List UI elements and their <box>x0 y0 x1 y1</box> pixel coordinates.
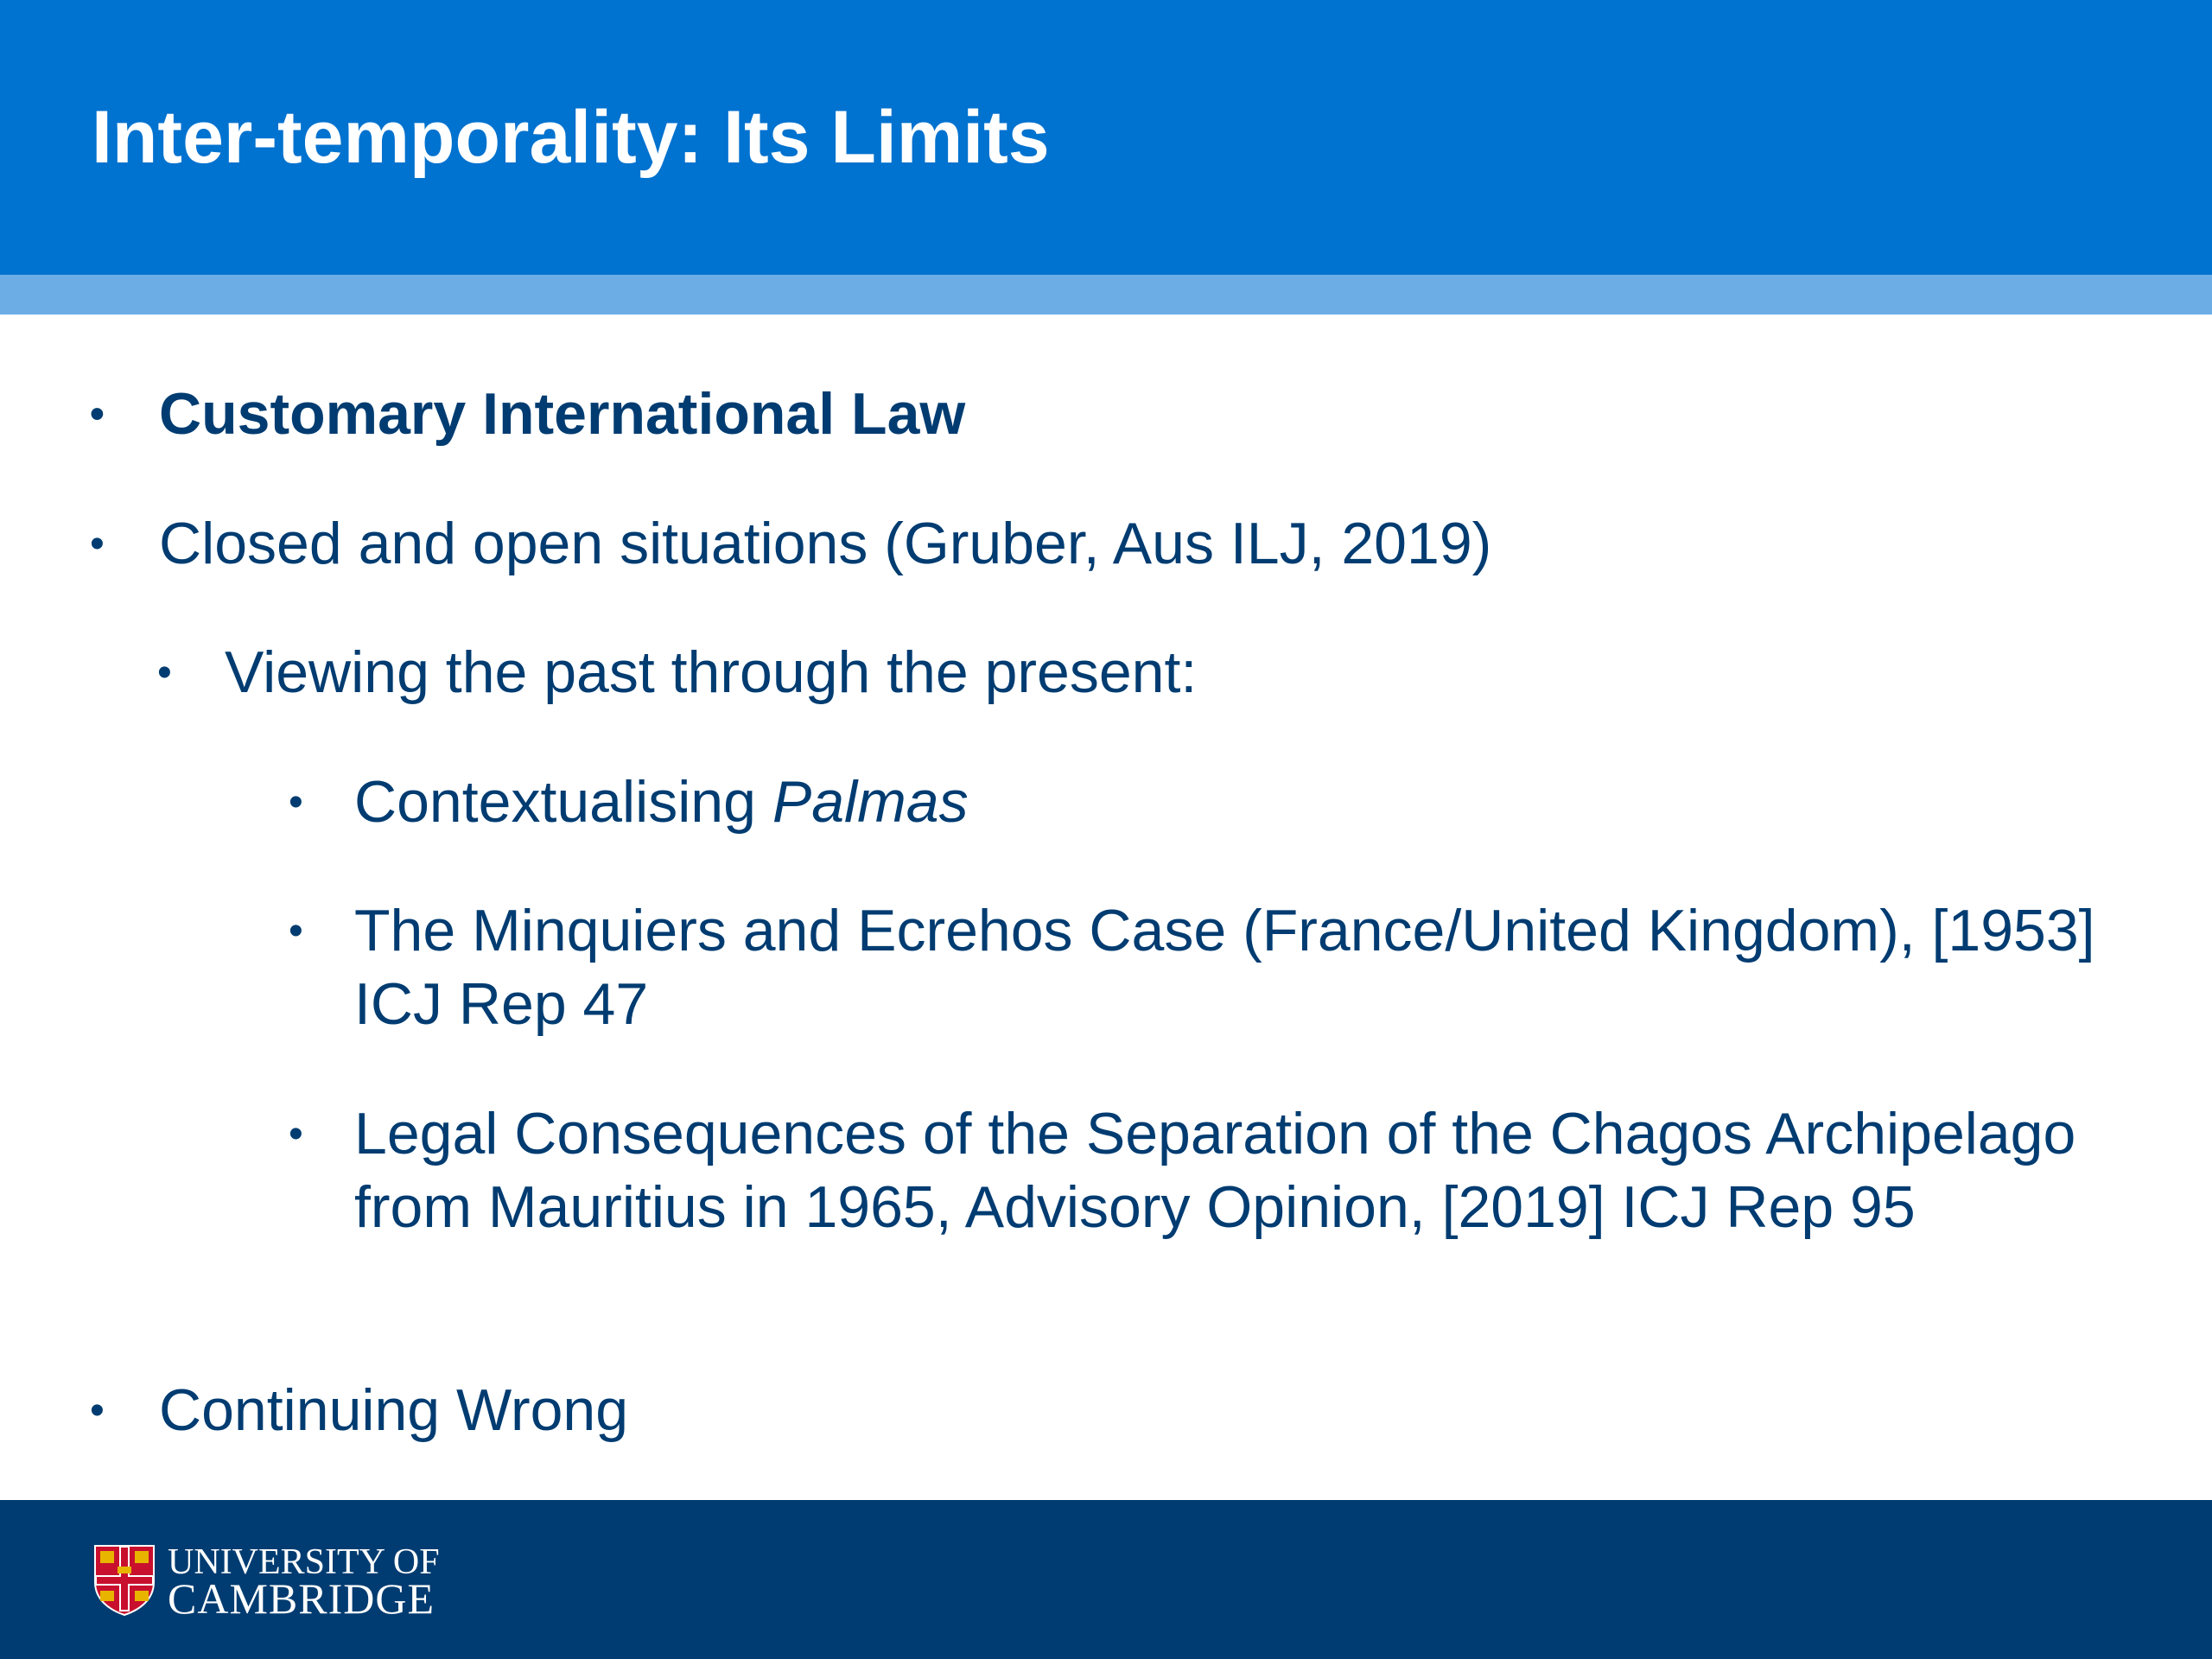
bullet-viewing-past <box>157 636 2126 709</box>
bullet-dot: • <box>90 391 105 437</box>
bullet-text-italic: Palmas <box>772 769 969 835</box>
bullet-text-prefix: Contextualising <box>354 769 772 835</box>
bullet-dot: • <box>289 1111 303 1157</box>
bullet-text: The Minquiers and Ecrehos Case (France/United Kingdom), [1953] ICJ Rep 47 <box>354 898 2095 1037</box>
bullet-text <box>354 766 2152 839</box>
bullet-dot: • <box>90 1388 105 1433</box>
bullet-text: Customary International Law <box>159 381 966 447</box>
slide-title: Inter-temporality: Its Limits <box>92 96 1050 179</box>
bullet-dot: • <box>289 908 303 954</box>
university-wordmark <box>168 1542 440 1623</box>
bullet-text: Continuing Wrong <box>159 1377 629 1443</box>
bullet-dot: • <box>289 779 303 825</box>
bullet-continuing-wrong <box>90 1374 2129 1447</box>
bullet-chagos-archipelago <box>289 1097 2152 1244</box>
bullet-dot: • <box>90 521 105 567</box>
bullet-customary-international-law <box>90 378 2129 451</box>
bullet-text: Legal Consequences of the Separation of the Chagos Archipelago from Mauritius in 1965, Advisory Opinion, [2019] ICJ Rep 95 <box>354 1101 2076 1240</box>
bullet-text: Viewing the past through the present: <box>225 639 1198 705</box>
bullet-closed-open-situations <box>90 507 2129 581</box>
bullet-dot: • <box>157 650 172 696</box>
logo-line-1: UNIVERSITY OF <box>168 1542 440 1582</box>
logo-line-2: CAMBRIDGE <box>168 1574 435 1623</box>
university-crest-icon <box>93 1544 156 1617</box>
bullet-contextualising-palmas <box>289 766 2152 839</box>
bullet-text: Closed and open situations (Gruber, Aus ILJ, 2019) <box>159 511 1492 576</box>
university-logo <box>93 1541 440 1623</box>
bullet-minquiers-ecrehos <box>289 894 2152 1041</box>
